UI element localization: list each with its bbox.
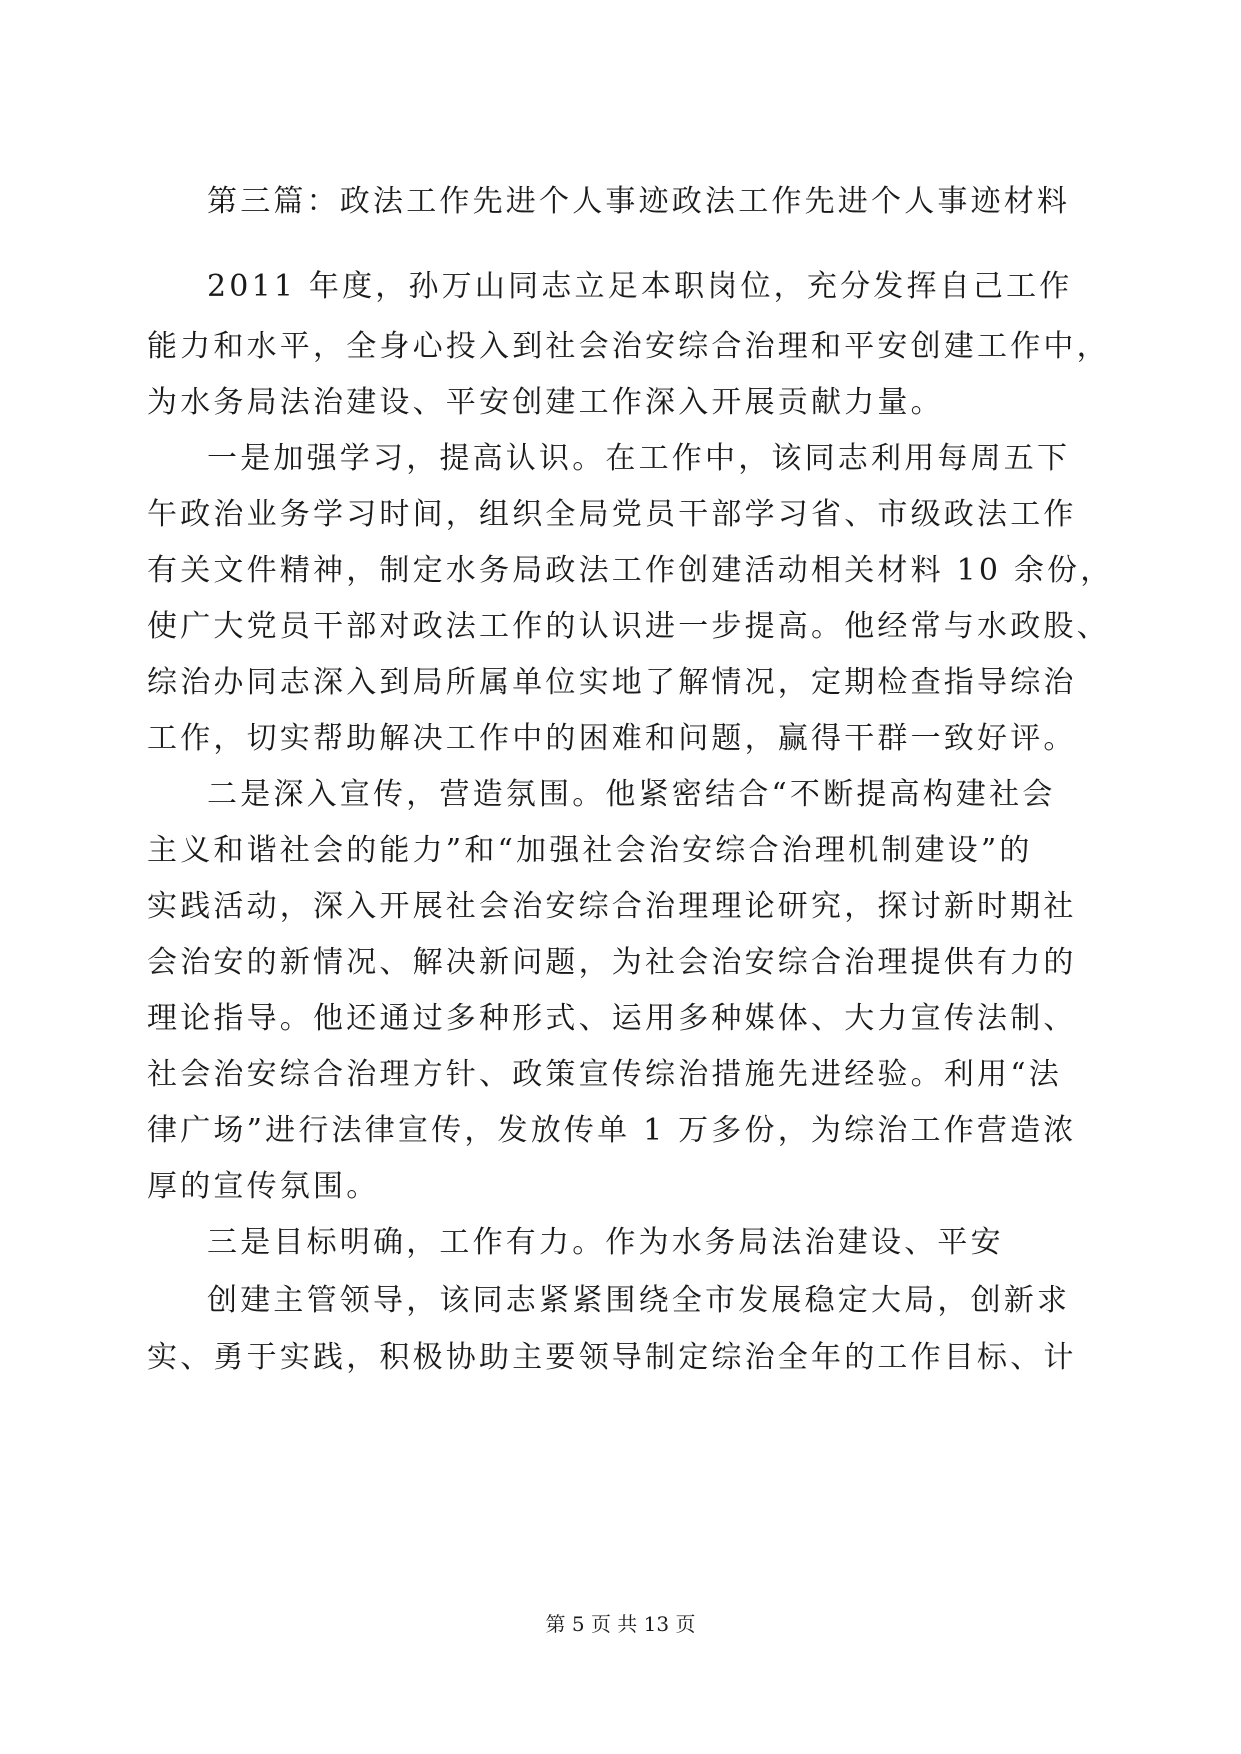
text-line: 有关文件精神，制定水务局政法工作创建活动相关材料 10 余份， [147,553,1114,588]
text-line: 社会治安综合治理方针、政策宣传综治措施先进经验。利用“法 [147,1057,1062,1092]
document-title: 第三篇：政法工作先进个人事迹政法工作先进个人事迹材料 [207,184,1071,219]
text-line: 一是加强学习，提高认识。在工作中，该同志利用每周五下 [207,441,1071,476]
text-line: 三是目标明确，工作有力。作为水务局法治建设、平安 [207,1225,1004,1260]
page-number-footer: 第 5 页 共 13 页 [545,1612,696,1636]
text-line: 工作，切实帮助解决工作中的困难和问题，赢得干群一致好评。 [147,721,1077,756]
text-line: 能力和水平，全身心投入到社会治安综合治理和平安创建工作中， [147,329,1110,364]
text-line: 主义和谐社会的能力”和“加强社会治安综合治理机制建设”的 [147,833,1033,868]
text-line: 综治办同志深入到局所属单位实地了解情况，定期检查指导综治 [147,665,1077,700]
text-line: 午政治业务学习时间，组织全局党员干部学习省、市级政法工作 [147,497,1077,532]
text-line: 实、勇于实践，积极协助主要领导制定综治全年的工作目标、计 [147,1340,1077,1375]
text-line: 律广场”进行法律宣传，发放传单 1 万多份，为综治工作营造浓 [147,1113,1077,1148]
text-line: 使广大党员干部对政法工作的认识进一步提高。他经常与水政股、 [147,609,1110,644]
text-line: 2011 年度，孙万山同志立足本职岗位，充分发挥自己工作 [207,269,1073,304]
text-line: 厚的宣传氛围。 [147,1169,380,1204]
text-line: 创建主管领导，该同志紧紧围绕全市发展稳定大局，创新求 [207,1283,1071,1318]
text-line: 会治安的新情况、解决新问题，为社会治安综合治理提供有力的 [147,945,1077,980]
text-line: 理论指导。他还通过多种形式、运用多种媒体、大力宣传法制、 [147,1001,1077,1036]
text-line: 二是深入宣传，营造氛围。他紧密结合“不断提高构建社会 [207,777,1056,812]
text-line: 为水务局法治建设、平安创建工作深入开展贡献力量。 [147,385,944,420]
text-line: 实践活动，深入开展社会治安综合治理理论研究，探讨新时期社 [147,889,1077,924]
